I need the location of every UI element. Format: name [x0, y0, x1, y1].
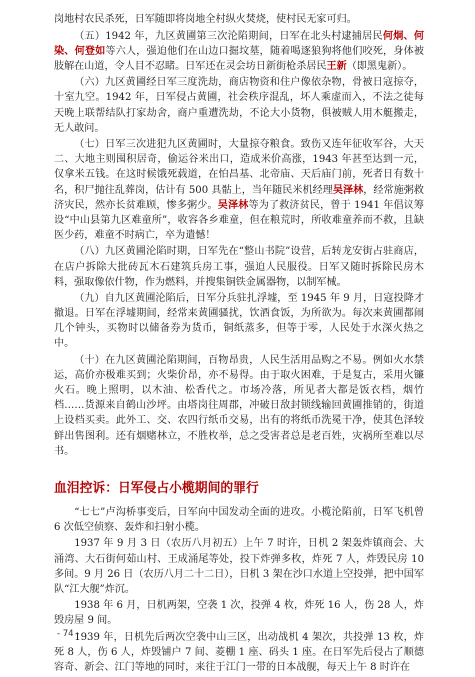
text-run: （九）自九区黄圃沦陷后，日军分兵驻扎浮墟，至 1945 年 9 月，日寇投降才撤退。日军在浮墟期间，经常来黄圃骚扰，饮酒食饭，为所欲为。每次来黄圃都闹几个钟头，买物时以储备券为货币，铜纸蒸多，但等于零，人民处于水深火热之中。 [54, 293, 424, 350]
para-5 [54, 29, 424, 74]
text-run: （十）在九区黄圃沦陷期间，百物昂贵，人民生活用品购之不易。例如火水禁运，高价亦极难买到；火柴价昂，亦不易得。由于取火困难，于是复古，采用火镰火石。晚上照明，以木油、松香代之。市场冷落，所见者大都是饭衣档，烟竹档……货源来自鹤山沙坪。由塔岗往周郡，冲破日敌封锁线输回黄圃推销的，街道上设档买卖。此外工、交、农四行纸币交易，出有的将纸币洗冕干净，使其色泽较鲜出售图利。还有烟赌林立，不胜枚举，总之受害者总是老百姓，灾祸所至难以尽书。 [54, 355, 424, 457]
text-run: 卢沟桥事变后，日军向中国发动全面的进攻。小榄沦陷前，日军飞机曾 6 次低空侦察、轰炸和扫射小榄。 [54, 506, 424, 533]
text-run: ，收容各乡难童，但在粮荒时，所收难童养而不救，且缺医少药，难童不时病亡，卒为遣憾！ [54, 214, 425, 241]
text-run: （七）日军三次进犯九区黄圃时，大量掠夺粮食。致伤又连年征收军谷，大天二、大地主则囤积居奇，偷运谷米出口，造成米价高涨，1943 年甚至达到一元，仅拿米五钱。在这时候饿死载道，在怕昌基、北帝庙、天后庙门前，死者日有数十名，积尸抛往乱葬岗，估计有 500 具骷上，当年随民米机经理 [54, 139, 424, 196]
text-run: 1938 年 6 月，日机两架，空袭 1 次，投弹 4 枚，炸死 16 人，伤 28 人，炸毁房屋 9 间。 [54, 600, 424, 627]
text-run: ，经常施粥救济灾民，然亦长贫难顾，惨多粥少。 [54, 184, 425, 211]
para-7 [54, 137, 424, 243]
para-1938 [54, 598, 424, 628]
text-run: （五）1942 年，九区黄圃第三次沦陷期间，日军在北头村逮捕居民 [74, 30, 383, 42]
body-text-top [54, 12, 424, 459]
para-6 [54, 75, 424, 135]
body-text-bottom [54, 505, 424, 676]
text-run: （即黑鬼新）。 [346, 60, 413, 72]
text-run: （八）九区黄圃沦陷时期，日军先在 [74, 246, 239, 258]
text-run: 等为了救济贫民，曾于 1941 年倡议筹设 [54, 199, 425, 226]
para-1937 [54, 536, 424, 596]
para-8 [54, 244, 424, 289]
text-run: 1937 年 9 月 3 日（农历八月初五）上午 7 时许，日机 2 架轰炸镇商会、大涌湾、大石街何茹山村、王成涌尾等处，投下炸弹多枚，炸死 7 人，炸毁民房 10 多间。9 月 26 日（农历八月二十二日），日机 3 架在沙口水道上空投弹，把中国军队“江大舰”炸沉。 [54, 538, 424, 595]
para-intro-tail [54, 12, 424, 27]
highlighted-name: 王新 [326, 60, 347, 72]
document-page [54, 12, 424, 677]
highlighted-name: 何炯、何染、何登如 [54, 30, 424, 57]
highlighted-name: 吴泽林 [217, 199, 249, 211]
para-77 [54, 505, 424, 535]
page-number: - 74 - [57, 629, 80, 639]
text-run: （六）九区黄圃经日军三度洗劫，商店物资和住户像依杂物，骨被日寇掠夺，十室九空。1942 年，日军侵占黄圃，社会秩序混乱，坏人乘虚而入，不法之徒每天晚上联帮结队打家劫舍，商户重遭洗劫，不论大小货物，俱被贼人用木艇搬走，无人敢问。 [54, 77, 424, 134]
quoted-term: “整山书院” [238, 246, 291, 258]
quoted-term: “中山县第九区难童所” [64, 214, 168, 226]
para-1939 [54, 630, 424, 675]
text-run: 岗地村农民杀死，日军随即将岗地全村纵火焚烧，使村民无家可归。 [54, 14, 357, 25]
text-run: 1939 年，日机先后两次空袭中山三区，出动战机 4 架次，共投弹 13 枚，炸死 8 人，伤 6 人，炸毁铺户 7 间、菱棚 1 座、码头 1 座。在日军先后侵占了顺德容奇、新会、江门等地的同时，来往于江门一带的日本战舰，每天上午 8 时许在 [54, 631, 424, 674]
text-run: 等六人，强迫他们在山边口掘坟墓，随着喝逐狼狗将他们咬死，身体被肢解在山道，令人目不忍睹。日军还在灵会坊日新街枪杀居民 [54, 45, 425, 72]
section-title: 血泪控诉：日军侵占小榄期间的罪行 [54, 480, 259, 496]
quoted-term: “七七” [74, 506, 106, 518]
para-9 [54, 291, 424, 351]
text-run: 设营，后转龙安街占驻商店，在店户拆除大批砖瓦木石建筑兵房工事，强迫人民服役。日军又随时拆除民房木料，强取像依什物，作为燃料，并搜集铜铁金属器物，以制军械。 [54, 246, 425, 288]
para-10 [54, 353, 424, 459]
highlighted-name: 吴泽林 [332, 184, 364, 196]
